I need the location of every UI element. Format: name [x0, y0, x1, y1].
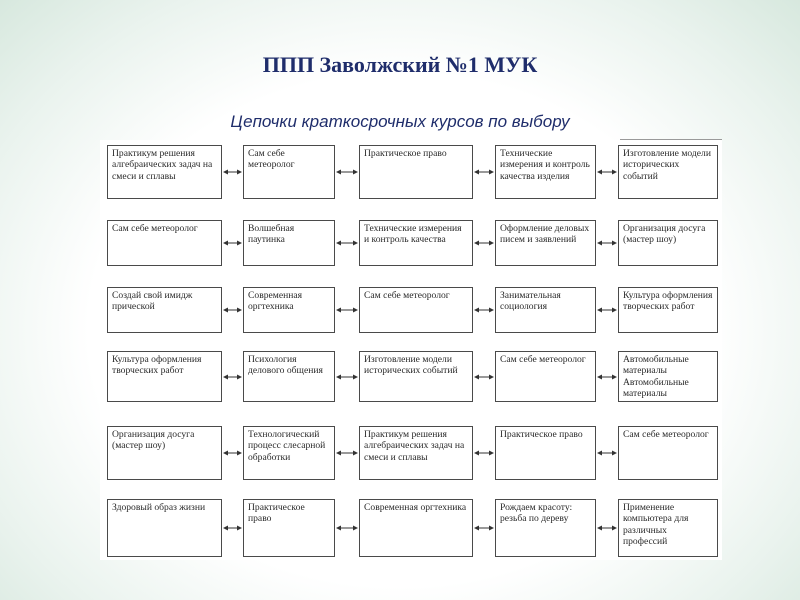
- course-chain-diagram: [100, 140, 722, 560]
- course-box: Современная оргтехника: [243, 287, 335, 333]
- course-box: Сам себе метеоролог: [495, 351, 596, 402]
- course-box: Изготовление модели исторических событий: [359, 351, 473, 402]
- double-arrow-connector: [596, 448, 618, 458]
- course-box: Применение компьютера для различных профессий: [618, 499, 718, 557]
- double-arrow-connector: [335, 305, 359, 315]
- double-arrow-connector: [222, 523, 243, 533]
- course-box: Оформление деловых писем и заявлений: [495, 220, 596, 266]
- double-arrow-connector: [335, 523, 359, 533]
- course-box: Организация досуга (мастер шоу): [107, 426, 222, 480]
- double-arrow-connector: [473, 238, 495, 248]
- double-arrow-connector: [222, 305, 243, 315]
- double-arrow-connector: [335, 238, 359, 248]
- course-box: Культура оформления творческих работ: [618, 287, 718, 333]
- course-box: Сам себе метеоролог: [243, 145, 335, 199]
- double-arrow-connector: [596, 372, 618, 382]
- double-arrow-connector: [473, 523, 495, 533]
- double-arrow-connector: [222, 372, 243, 382]
- course-box: Сам себе метеоролог: [107, 220, 222, 266]
- double-arrow-connector: [222, 448, 243, 458]
- double-arrow-connector: [473, 448, 495, 458]
- double-arrow-connector: [596, 305, 618, 315]
- double-arrow-connector: [222, 238, 243, 248]
- double-arrow-connector: [596, 523, 618, 533]
- course-box: Организация досуга (мастер шоу): [618, 220, 718, 266]
- course-box: Рождаем красоту: резьба по дереву: [495, 499, 596, 557]
- course-box: Практикум решения алгебраических задач на смеси и сплавы: [359, 426, 473, 480]
- double-arrow-connector: [473, 167, 495, 177]
- course-box: Культура оформления творческих работ: [107, 351, 222, 402]
- course-box: Создай свой имидж прической: [107, 287, 222, 333]
- course-box: Практикум решения алгебраических задач на смеси и сплавы: [107, 145, 222, 199]
- double-arrow-connector: [335, 448, 359, 458]
- course-box: Сам себе метеоролог: [359, 287, 473, 333]
- course-box: Современная оргтехника: [359, 499, 473, 557]
- course-box: Психология делового общения: [243, 351, 335, 402]
- course-box: Занимательная социология: [495, 287, 596, 333]
- double-arrow-connector: [473, 305, 495, 315]
- double-arrow-connector: [222, 167, 243, 177]
- course-box: Сам себе метеоролог: [618, 426, 718, 480]
- course-box: Изготовление модели исторических событий: [618, 145, 718, 199]
- course-box: Технологический процесс слесарной обработки: [243, 426, 335, 480]
- course-box: Практическое право: [359, 145, 473, 199]
- course-box: Здоровый образ жизни: [107, 499, 222, 557]
- double-arrow-connector: [335, 372, 359, 382]
- double-arrow-connector: [596, 238, 618, 248]
- course-box: Волшебная паутинка: [243, 220, 335, 266]
- course-box: Технические измерения и контроль качества: [359, 220, 473, 266]
- double-arrow-connector: [335, 167, 359, 177]
- course-box: Технические измерения и контроль качества изделия: [495, 145, 596, 199]
- course-box: Практическое право: [495, 426, 596, 480]
- double-arrow-connector: [473, 372, 495, 382]
- page-title: ППП Заволжский №1 МУК: [262, 52, 538, 77]
- page-subtitle: Цепочки краткосрочных курсов по выбору: [230, 112, 570, 131]
- course-box: Практическое право: [243, 499, 335, 557]
- course-box: Автомобильные материалы Автомобильные материалы: [618, 351, 718, 402]
- double-arrow-connector: [596, 167, 618, 177]
